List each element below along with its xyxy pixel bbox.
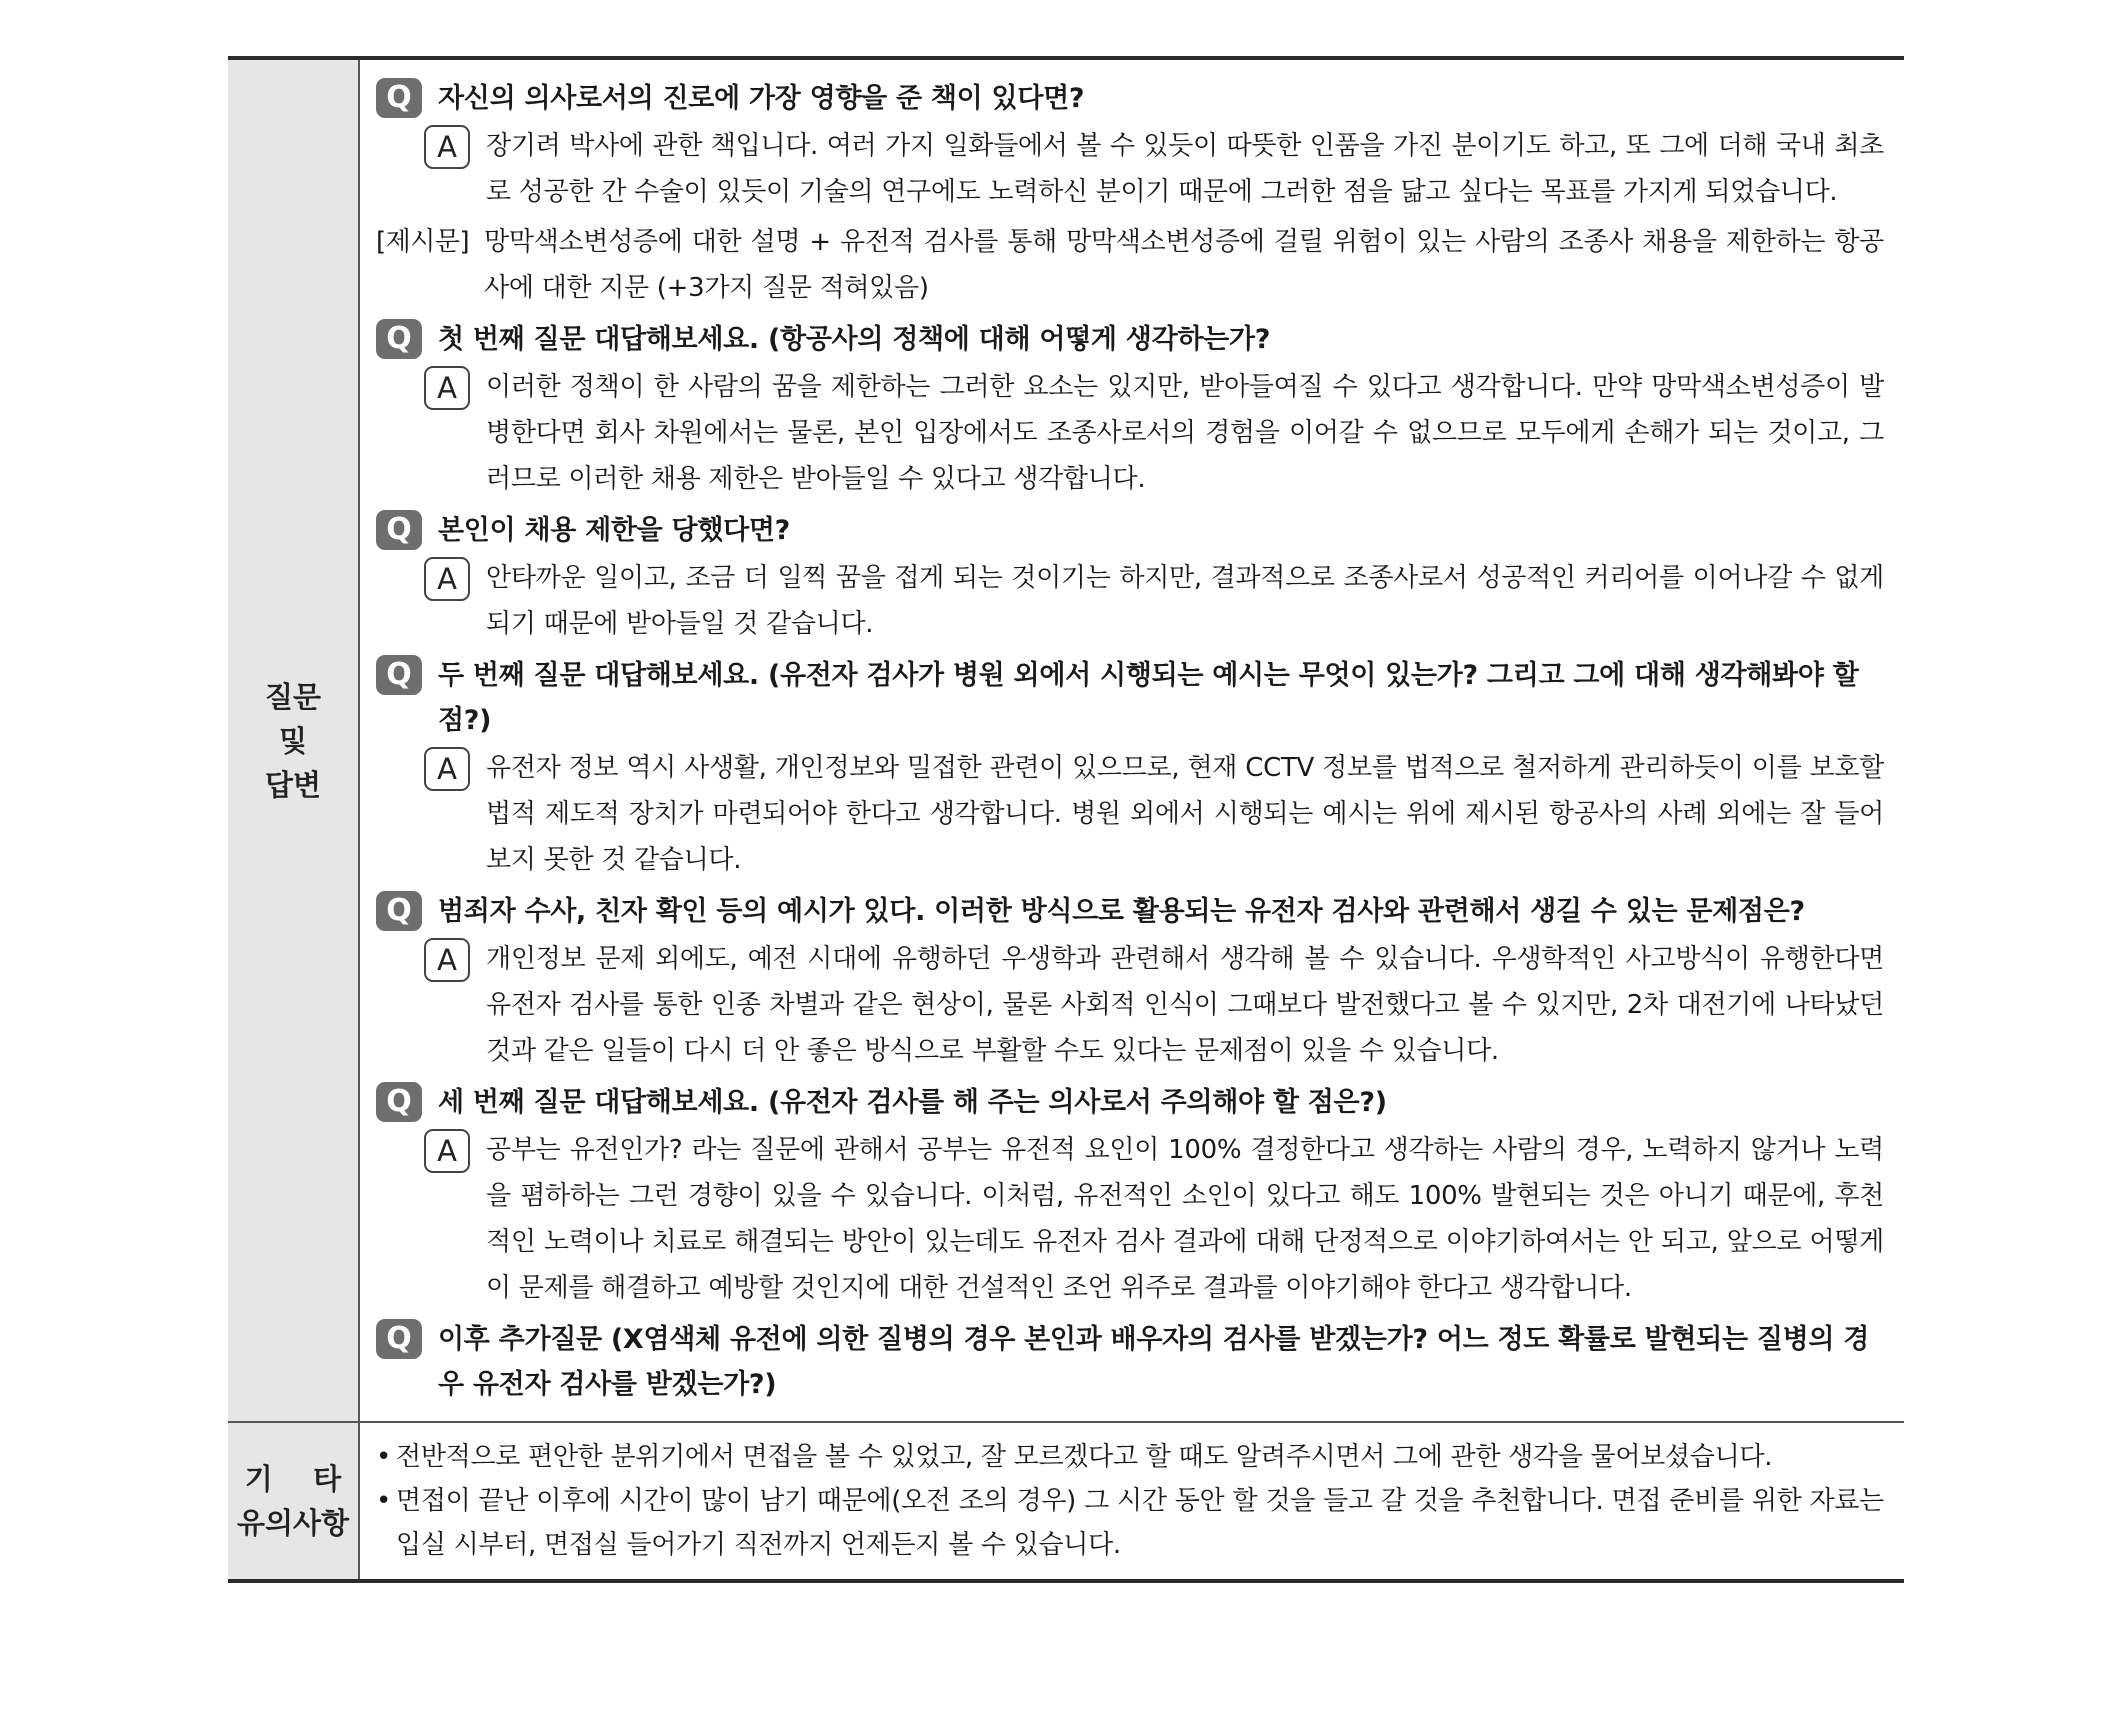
answer-badge-icon: A (424, 747, 470, 791)
bullet-icon: • (376, 1486, 392, 1516)
interview-record-table (228, 56, 1904, 1583)
question-item (376, 1317, 1884, 1407)
passage-text: 망막색소변성증에 대한 설명 + 유전적 검사를 통해 망막색소변성증에 걸릴 위험이 있는 사람의 조종사 채용을 제한하는 항공사에 대한 지문 (+3가지 질문 적혀있음) (484, 227, 1884, 303)
qa-label-line: 및 (278, 723, 307, 758)
answer-text: 이러한 정책이 한 사람의 꿈을 제한하는 그러한 요소는 있지만, 받아들여질 수 있다고 생각합니다. 만약 망막색소변성증이 발병한다면 회사 차원에서는 물론, 본인 입장에서도 조종사로서의 경험을 이어갈 수 없으므로 모두에게 손해가 되는 것이고, 그러므로 이러한 채용 제한은 받아들일 수 있다고 생각합니다. (486, 372, 1884, 494)
answer-text: 공부는 유전인가? 라는 질문에 관해서 공부는 유전적 요인이 100% 결정한다고 생각하는 사람의 경우, 노력하지 않거나 노력을 폄하하는 그런 경향이 있을 수 있습니다. 이처럼, 유전적인 소인이 있다고 해도 100% 발현되는 것은 아니기 때문에, 후천적인 노력이나 치료로 해결되는 방안이 있는데도 유전자 검사 결과에 대해 단정적으로 이야기하여서는 안 되고, 앞으로 어떻게 이 문제를 해결하고 예방할 것인지에 대한 건설적인 조언 위주로 결과를 이야기해야 한다고 생각합니다. (486, 1135, 1884, 1303)
question-text: 자신의 의사로서의 진로에 가장 영향을 준 책이 있다면? (438, 83, 1085, 114)
bullet-icon: • (376, 1442, 392, 1472)
notes-section-label (228, 1422, 359, 1581)
qa-section-label (228, 58, 359, 1422)
qa-content (359, 58, 1904, 1422)
question-badge-icon: Q (376, 891, 422, 931)
question-badge-icon: Q (376, 1082, 422, 1122)
notes-section-row (228, 1422, 1904, 1581)
answer-text: 장기려 박사에 관한 책입니다. 여러 가지 일화들에서 볼 수 있듯이 따뜻한 인품을 가진 분이기도 하고, 또 그에 더해 국내 최초로 성공한 간 수술이 있듯이 기술의 연구에도 노력하신 분이기 때문에 그러한 점을 닮고 싶다는 목표를 가지게 되었습니다. (486, 131, 1884, 207)
question-text: 범죄자 수사, 친자 확인 등의 예시가 있다. 이러한 방식으로 활용되는 유전자 검사와 관련해서 생길 수 있는 문제점은? (438, 896, 1805, 927)
answer-badge-icon: A (424, 557, 470, 601)
answer-text: 안타까운 일이고, 조금 더 일찍 꿈을 접게 되는 것이기는 하지만, 결과적으로 조종사로서 성공적인 커리어를 이어나갈 수 없게 되기 때문에 받아들일 것 같습니다. (486, 563, 1884, 639)
note-text: 면접이 끝난 이후에 시간이 많이 남기 때문에(오전 조의 경우) 그 시간 동안 할 것을 들고 갈 것을 추천합니다. 면접 준비를 위한 자료는 입실 시부터, 면접실 들어가기 직전까지 언제든지 볼 수 있습니다. (396, 1486, 1884, 1560)
question-text: 세 번째 질문 대답해보세요. (유전자 검사를 해 주는 의사로서 주의해야 할 점은?) (438, 1087, 1387, 1118)
answer-badge-icon: A (424, 366, 470, 410)
answer-badge-icon: A (424, 1129, 470, 1173)
question-item (376, 889, 1884, 934)
question-badge-icon: Q (376, 510, 422, 550)
notes-content (359, 1422, 1904, 1581)
note-item (376, 1435, 1884, 1479)
answer-item (424, 1127, 1884, 1311)
passage-tag: [제시문] (376, 227, 470, 257)
answer-item (424, 745, 1884, 883)
question-text: 두 번째 질문 대답해보세요. (유전자 검사가 병원 외에서 시행되는 예시는 무엇이 있는가? 그리고 그에 대해 생각해봐야 할 점?) (438, 660, 1859, 736)
answer-text: 유전자 정보 역시 사생활, 개인정보와 밀접한 관련이 있으므로, 현재 CCTV 정보를 법적으로 철저하게 관리하듯이 이를 보호할 법적 제도적 장치가 마련되어야 한다고 생각합니다. 병원 외에서 시행되는 예시는 위에 제시된 항공사의 사례 외에는 잘 들어보지 못한 것 같습니다. (486, 753, 1884, 875)
qa-label-line: 질문 (264, 679, 322, 714)
qa-label-line: 답변 (264, 767, 322, 802)
answer-item (424, 364, 1884, 502)
answer-item (424, 936, 1884, 1074)
notes-label-line: 기 타 (244, 1462, 342, 1496)
question-badge-icon: Q (376, 655, 422, 695)
question-text: 이후 추가질문 (X염색체 유전에 의한 질병의 경우 본인과 배우자의 검사를 받겠는가? 어느 정도 확률로 발현되는 질병의 경우 유전자 검사를 받겠는가?) (438, 1324, 1870, 1400)
question-text: 본인이 채용 제한을 당했다면? (438, 515, 791, 546)
question-item (376, 653, 1884, 743)
question-badge-icon: Q (376, 319, 422, 359)
question-item (376, 508, 1884, 553)
question-badge-icon: Q (376, 1319, 422, 1359)
question-item (376, 1080, 1884, 1125)
question-item (376, 317, 1884, 362)
note-item (376, 1479, 1884, 1567)
note-text: 전반적으로 편안한 분위기에서 면접을 볼 수 있었고, 잘 모르겠다고 할 때도 알려주시면서 그에 관한 생각을 물어보셨습니다. (396, 1442, 1773, 1472)
qa-section-row (228, 58, 1904, 1422)
question-badge-icon: Q (376, 78, 422, 118)
answer-badge-icon: A (424, 125, 470, 169)
answer-item (424, 123, 1884, 215)
question-item (376, 76, 1884, 121)
passage-item (376, 219, 1884, 311)
answer-item (424, 555, 1884, 647)
answer-text: 개인정보 문제 외에도, 예전 시대에 유행하던 우생학과 관련해서 생각해 볼 수 있습니다. 우생학적인 사고방식이 유행한다면 유전자 검사를 통한 인종 차별과 같은 현상이, 물론 사회적 인식이 그때보다 발전했다고 볼 수 있지만, 2차 대전기에 나타났던 것과 같은 일들이 다시 더 안 좋은 방식으로 부활할 수도 있다는 문제점이 있을 수 있습니다. (486, 944, 1884, 1066)
answer-badge-icon: A (424, 938, 470, 982)
notes-label-line: 유의사항 (236, 1506, 350, 1540)
question-text: 첫 번째 질문 대답해보세요. (항공사의 정책에 대해 어떻게 생각하는가? (438, 324, 1271, 355)
